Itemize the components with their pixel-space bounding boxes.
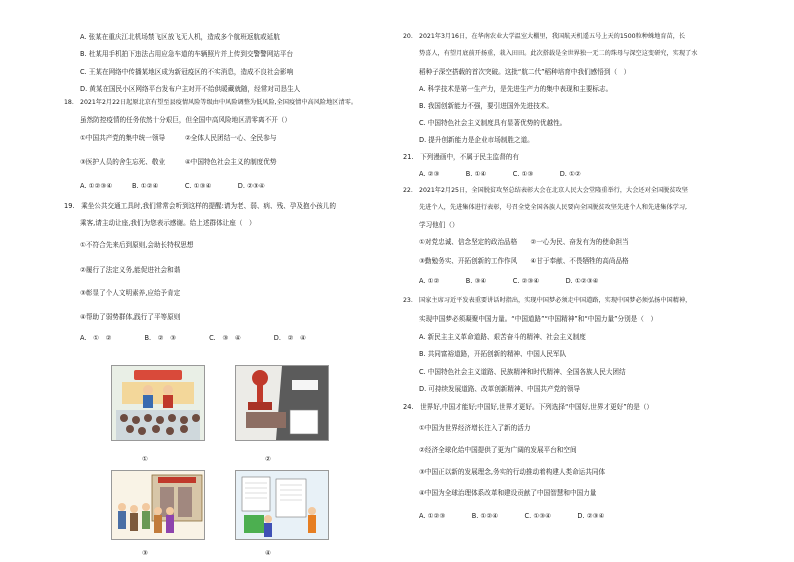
q21-stem: 21. 下列漫画中，不属于民主监督的有 <box>403 153 519 161</box>
cartoon-3-image <box>111 470 205 540</box>
q20-option-a: A. 科学技术是第一生产力，是先进生产力的集中表现和主要标志。 <box>419 85 613 93</box>
petition-cartoon-icon <box>236 471 328 539</box>
q24-statement-4: ④中国为全球治理体系改革和建设贡献了中国智慧和中国力量 <box>419 489 597 497</box>
q23-option-d: D. 可持续发展道路、改革创新精神、中国共产党的领导 <box>419 385 580 393</box>
q19-stem-line1: 19. 乘坐公共交通工具时,我们常常会听到这样的提醒:请为老、弱、病、残、孕及抱小孩儿的 <box>64 202 336 210</box>
cartoon-2-caption: ② <box>265 455 271 463</box>
q22-stem-line2: 先进个人，先进集体进行表彰，号召全党全国各族人民要向全国脱贫攻坚先进个人和先进集体学习, <box>419 204 688 211</box>
queue-office-cartoon-icon <box>112 471 204 539</box>
q23-option-a: A. 新民主主义革命道路、艰苦奋斗的精神、社会主义制度 <box>419 333 586 341</box>
stamp-cartoon-icon <box>236 366 328 440</box>
q22-stem-line1: 22. 2021年2月25日，全国脱贫攻坚总结表彰大会在北京人民大会堂隆重举行，大会还对全国脱贫攻坚 <box>403 187 688 194</box>
q17-option-b: B. 杜某用手机拍下违法占用应急车道的车辆照片并上传到交警警网站平台 <box>80 50 294 58</box>
q22-stem-line3: 学习他们（） <box>419 221 459 229</box>
q24-statement-1: ①中国为世界经济增长注入了新的活力 <box>419 424 531 432</box>
q24-statement-2: ②经济全球化给中国提供了更为广阔的发展平台和空间 <box>419 446 577 454</box>
q18-stem-line2: 虽然防控疫情的任务依然十分艰巨，但全国中高风险地区清零离不开（） <box>80 116 291 124</box>
q19-statement-3: ③彰显了个人文明素养,应给予肯定 <box>80 289 181 297</box>
q23-option-b: B. 共同富裕道路，开拓创新的精神、中国人民军队 <box>419 350 567 358</box>
q17-option-a: A. 张某在重庆江北机场禁飞区放飞无人机，造成多个航班返航或延航 <box>80 33 280 41</box>
cartoon-2-image <box>235 365 329 441</box>
q20-stem-line1: 20. 2021年3月16日，在华南农业大学温室大棚里，我国航天机遥五号上天的1500粒种蛛地育苗，长 <box>403 33 686 40</box>
q24-statement-3: ③中国正以新的发展理念,务实的行动推动着构建人类命运共同体 <box>419 468 606 476</box>
q18-stem-line1: 18. 2021年2月22日起原北京有望至县疫情风险等级由中风险调整为低风险,全国疫情中高风险地区清零。 <box>64 99 358 106</box>
q22-statements-2: ③勤勉务实、开拓创新的工作作风 ④甘于奉献、不畏牺牲的高尚品格 <box>419 257 629 265</box>
cartoon-3-caption: ③ <box>142 549 148 557</box>
q19-statement-1: ①不符合先来后到原则,会助长特权思想 <box>80 241 194 249</box>
cartoon-4-caption: ④ <box>265 549 271 557</box>
q18-statements-2: ③医护人员的舍生忘死、敬业 ④中国特色社会主义的制度优势 <box>80 158 277 166</box>
q20-option-b: B. 我国创新能力不强，要引进国外先进技术。 <box>419 102 553 110</box>
q21-choices: A. ②③ B. ①④ C. ①③ D. ①② <box>419 170 581 178</box>
q18-choices: A. ①②③④ B. ①②④ C. ①③④ D. ②③④ <box>80 182 265 190</box>
q20-stem-line3: 稻种子深空搭载的首次突破。这批“航二代”稻种培育中我们感悟到（ ） <box>419 68 631 76</box>
q19-statement-2: ②履行了法定义务,能促进社会和谐 <box>80 266 181 274</box>
q19-statement-4: ④帮助了弱势群体,践行了平等原则 <box>80 313 181 321</box>
cartoon-1-caption: ① <box>142 455 148 463</box>
cartoon-4-image <box>235 470 329 540</box>
cartoon-1-image <box>111 365 205 441</box>
q19-choices: A. ① ② B. ② ③ C. ③ ④ D. ② ④ <box>80 334 306 342</box>
q17-option-d: D. 黄某在国民小区网络平台发布户主对开不给供暖藏就随，经常对司恳生人 <box>80 85 301 93</box>
q22-choices: A. ①② B. ③④ C. ②③④ D. ①②③④ <box>419 277 599 285</box>
q18-statements-1: ①中国共产党的集中统一领导 ②全体人民团结一心、全民参与 <box>80 134 277 142</box>
q20-option-d: D. 提升创新能力是企业市场制胜之道。 <box>419 136 534 144</box>
q20-stem-line2: 势喜人，有望月底前开扬重，栽入田田。此次搭载是全世界独一无二的珠母与深空这变研究，实现了水 <box>419 50 698 57</box>
q23-stem-line1: 23. 国家主席习近平发表重要讲话时指出，实现中国梦必须走中国道路，实现中国梦必须弘扬中国精神， <box>403 297 692 304</box>
q17-option-c: C. 王某在网络中传播某地区成为新冠疫区的不实消息，造成不良社会影响 <box>80 68 294 76</box>
q22-statements-1: ①对党忠诚、信念坚定的政治品格 ②一心为民、奋发有为的使命担当 <box>419 238 629 246</box>
q23-stem-line2: 实现中国梦必须凝聚中国力量。“中国道路”“中国精神”和“中国力量”分别是（ ） <box>419 315 658 323</box>
q24-stem: 24. 世界好,中国才能好;中国好,世界才更好。下列选择“中国好,世界才更好”的是（） <box>403 403 654 411</box>
q19-stem-line2: 乘客,请主动让座,我们为您表示感谢。给上述群体让座（ ） <box>80 219 256 227</box>
q20-option-c: C. 中国特色社会主义制度具有显著优势的优越性。 <box>419 119 567 127</box>
q23-option-c: C. 中国特色社会主义道路、民族精神和时代精神、全国各族人民大团结 <box>419 368 626 376</box>
voting-cartoon-icon <box>112 366 204 440</box>
q24-choices: A. ①②③ B. ①②④ C. ①③④ D. ②③④ <box>419 512 605 520</box>
